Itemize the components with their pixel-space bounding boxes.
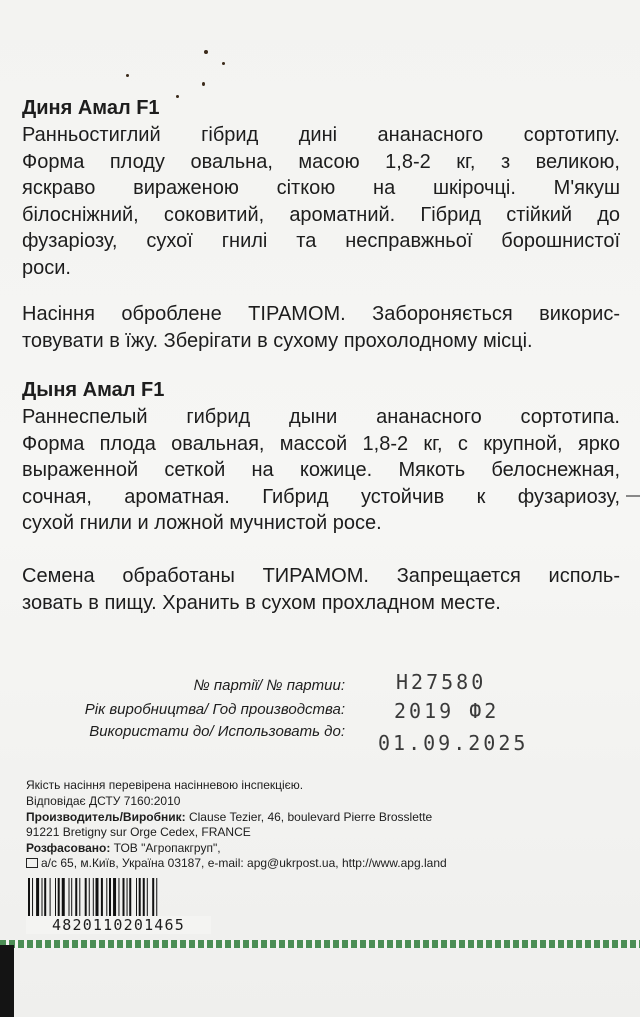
speck <box>202 82 205 86</box>
inspection-note: Якість насіння перевірена насінневою інспекцією. <box>26 778 304 792</box>
speck <box>222 62 225 65</box>
producer-label: Производитель/Виробник: <box>26 810 186 824</box>
producer-value: Clause Tezier, 46, boulevard Pierre Brosslette <box>185 810 433 824</box>
packed-label: Розфасовано: <box>26 841 111 855</box>
year-value: 2019 Ф2 <box>394 699 500 723</box>
ua-desc-line: білосніжний, соковитий, ароматний. Гібрид стійкий до <box>22 203 620 226</box>
lot-value: H27580 <box>396 670 487 694</box>
ua-desc-line: яскраво вираженою сіткою на шкірочці. М'якуш <box>22 177 620 199</box>
ua-desc-line: Форма плоду овальна, масою 1,8-2 кг, з великою, <box>22 150 620 173</box>
ua-warning <box>22 301 620 354</box>
year-label: Рік виробництва/ Год производства: <box>84 701 345 718</box>
ru-warning-text <box>22 563 620 616</box>
packed-line <box>26 841 221 857</box>
mail-icon <box>26 858 38 868</box>
use-by-label: Використати до/ Использовать до: <box>89 723 345 740</box>
ua-warning-text <box>22 301 620 354</box>
ru-desc-line: Форма плода овальная, массой 1,8-2 кг, с крупной, ярко <box>22 432 620 455</box>
ua-description <box>22 122 620 281</box>
ua-warn-line: товувати в їжу. Зберігати в сухому прохолодному місці. <box>22 329 533 352</box>
ru-description <box>22 404 620 537</box>
producer-line <box>26 810 432 826</box>
speck <box>126 74 129 77</box>
standard-note: Відповідає ДСТУ 7160:2010 <box>26 794 181 808</box>
ru-desc-line: Раннеспелый гибрид дыни ананасного сортотипа. <box>22 406 620 428</box>
ua-title: Диня Амал F1 <box>22 97 160 119</box>
ua-section <box>22 95 620 281</box>
ru-warn-line: Семена обработаны ТИРАМОМ. Запрещается исполь- <box>22 565 620 587</box>
producer-address: 91221 Bretigny sur Orge Cedex, FRANCE <box>26 825 251 839</box>
ua-desc-line: фузаріозу, сухої гнилі та несправжньої борошнистої <box>22 230 620 252</box>
ru-warn-line: зовать в пищу. Хранить в сухом прохладном месте. <box>22 591 501 614</box>
speck <box>204 50 208 54</box>
ru-desc-line: выраженной сеткой на кожице. Мякоть белоснежная, <box>22 459 620 481</box>
ua-warn-line: Насіння оброблене ТІРАМОМ. Забороняється викорис- <box>22 303 620 325</box>
packed-value: ТОВ "Агропакгруп", <box>110 841 221 855</box>
ru-desc-line: сочная, ароматная. Гибрид устойчив к фузариозу, <box>22 485 620 508</box>
ua-desc-line: Ранньостиглий гібрид дині ананасного сортотипу. <box>22 124 620 146</box>
packer-address <box>26 856 447 872</box>
use-by-value: 01.09.2025 <box>378 731 529 755</box>
ru-section <box>22 377 620 537</box>
ua-desc-line: роси. <box>22 256 71 279</box>
edge-mark <box>0 945 14 1017</box>
barcode-number: 4820110201465 <box>26 916 211 934</box>
ru-warning <box>22 563 620 616</box>
ru-title: Дыня Амал F1 <box>22 379 165 401</box>
packer-address-text: а/с 65, м.Київ, Україна 03187, e-mail: apg@ukrpost.ua, http://www.apg.land <box>41 856 447 870</box>
green-stripe <box>0 940 640 948</box>
ru-desc-line: сухой гнили и ложной мучнистой росе. <box>22 512 382 534</box>
edge-dash <box>626 495 640 497</box>
lot-label: № партії/ № партии: <box>193 677 345 694</box>
